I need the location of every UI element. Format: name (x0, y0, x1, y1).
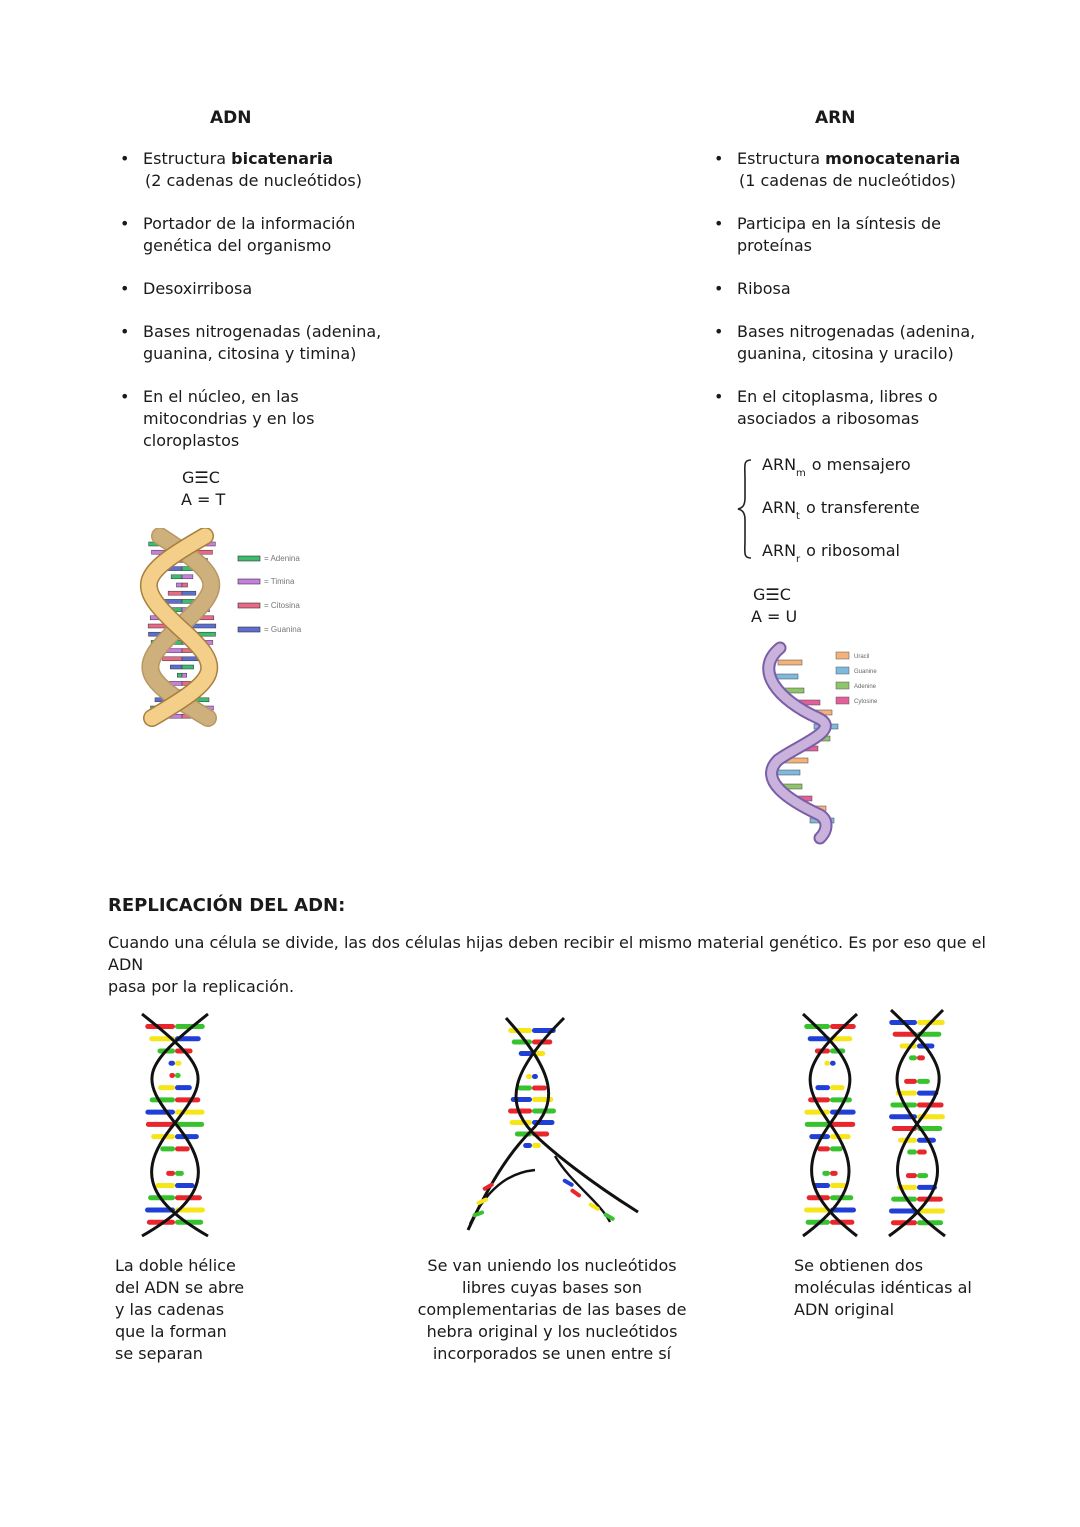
replication-base-right (532, 1074, 538, 1079)
caption-stage3: Se obtienen dos moléculas idénticas al ADN original (794, 1256, 972, 1319)
replication-base-left (808, 1097, 830, 1102)
replication-base-left (166, 1171, 175, 1176)
replication-base-right (830, 1061, 836, 1066)
replication-base-right (830, 1171, 838, 1176)
dna-base-right (182, 591, 196, 595)
replication-base-left (824, 1061, 830, 1066)
arn-bullet-location: • En el citoplasma, libres o asociados a ribosomas (710, 386, 1010, 430)
arn-type-mensajero: $ARN_m$ o mensajero (762, 455, 911, 479)
adn-bullet-list (116, 148, 416, 473)
replication-base-left (509, 1120, 532, 1125)
replication-base-left (145, 1110, 175, 1115)
legend-adenina-label: = Adenina (264, 554, 300, 563)
arn-pair-gc: G☰C (753, 585, 791, 604)
arn-title: ARN (815, 108, 856, 128)
replication-base-right (532, 1086, 547, 1091)
legend-uracil-label: Uracil (854, 654, 870, 660)
replication-stage2-dna (460, 1012, 650, 1240)
dna-base-right (182, 673, 187, 677)
replication-base-right (175, 1085, 192, 1090)
replication-base-left (909, 1055, 917, 1060)
replication-base-left (169, 1061, 175, 1066)
replication-base-right (830, 1085, 845, 1090)
replication-base-right (830, 1146, 843, 1151)
adn-title: ADN (210, 108, 252, 128)
adn-bullet-location: • En el núcleo, en las mitocondrias y en los cloroplastos (116, 386, 416, 452)
replication-base-right (830, 1122, 855, 1127)
replication-stage3-dna (795, 1006, 965, 1242)
adn-pair-at: A = T (181, 490, 226, 509)
legend-timina-label: = Timina (264, 577, 295, 586)
adn-bullet-sugar: • Desoxirribosa (116, 278, 416, 300)
replication-base-right (175, 1110, 205, 1115)
legend-cytosine-swatch (836, 697, 849, 704)
replication-base-right (532, 1097, 553, 1102)
arn-bullet-structure-bold: monocatenaria (825, 149, 961, 168)
replication-base-left (891, 1197, 917, 1202)
replication-base-right (175, 1097, 200, 1102)
adn-bullet-structure-bold: bicatenaria (231, 149, 334, 168)
arn-types-brace (736, 458, 756, 560)
caption-stage1: La doble hélice del ADN se abre y las cadenas que la forman se separan (115, 1256, 245, 1363)
dna-base-left (176, 583, 182, 587)
arn-pair-au: A = U (751, 607, 798, 626)
arn-bullet-structure: • Estructura monocatenaria (1 cadenas de nucleótidos) (710, 148, 1010, 192)
replication-base-right (175, 1061, 181, 1066)
replication-base-left (904, 1079, 917, 1084)
legend-adenine-label: Adenine (854, 684, 877, 690)
legend-adenina-swatch (238, 556, 260, 561)
replication-base-left (169, 1073, 175, 1078)
arn-type-transferente: $ARN_t$ o transferente (762, 498, 920, 522)
legend-adenine-swatch (836, 682, 849, 689)
replication-base-right (917, 1079, 930, 1084)
legend-guanina-swatch (238, 627, 260, 632)
arn-bullet-bases: • Bases nitrogenadas (adenina, guanina, citosina y uracilo) (710, 321, 1010, 365)
replication-base-right (917, 1173, 928, 1178)
replication-base-left (815, 1085, 830, 1090)
replication-base-left (907, 1150, 917, 1155)
replication-base-left (526, 1074, 532, 1079)
legend-guanina-label: = Guanina (264, 625, 302, 634)
replication-base-right (830, 1110, 856, 1115)
arn-bullet-function: • Participa en la síntesis de proteínas (710, 213, 1010, 257)
replication-base-left (523, 1143, 532, 1148)
rna-base (776, 770, 800, 775)
arn-bullet-list (710, 148, 1010, 451)
rna-strand-illustration (748, 640, 898, 845)
adn-bullet-bases: • Bases nitrogenadas (adenina, guanina, citosina y timina) (116, 321, 416, 365)
replication-title: REPLICACIÓN DEL ADN: (108, 895, 346, 916)
legend-citosina-swatch (238, 603, 260, 608)
replication-base-left (906, 1173, 917, 1178)
replication-base-right (830, 1183, 847, 1188)
replication-base-right (830, 1097, 852, 1102)
stage2-fork-base (570, 1188, 582, 1198)
dna-helix-illustration (130, 528, 320, 728)
dna-base-left (163, 657, 182, 661)
replication-base-left (150, 1097, 175, 1102)
legend-guanine-swatch (836, 667, 849, 674)
dna-base-left (177, 673, 182, 677)
replication-base-left (158, 1085, 175, 1090)
arn-bullet-sugar: • Ribosa (710, 278, 1010, 300)
replication-base-right (175, 1171, 184, 1176)
replication-base-left (517, 1086, 532, 1091)
arn-type-ribosomal: $ARN_r$ o ribosomal (762, 541, 900, 565)
caption-stage2: Se van uniendo los nucleótidos libres cuyas bases son complementarias de las bases de hebra original y los nucleótidos incorporados se unen entre sí (417, 1256, 687, 1363)
dna-base-left (168, 591, 182, 595)
dna-base-right (182, 583, 188, 587)
replication-base-right (917, 1150, 927, 1155)
replication-base-left (804, 1110, 830, 1115)
legend-citosina-label: = Citosina (264, 601, 300, 610)
adn-bullet-function: • Portador de la información genética del organismo (116, 213, 416, 257)
stage2-new-strand-left (470, 1170, 535, 1224)
replication-base-left (817, 1146, 830, 1151)
stage3-right-strand-b (889, 1010, 943, 1236)
replication-base-left (519, 1051, 532, 1056)
replication-base-left (805, 1122, 830, 1127)
legend-timina-swatch (238, 579, 260, 584)
replication-base-right (175, 1183, 194, 1188)
replication-base-right (917, 1055, 925, 1060)
replication-paragraph: Cuando una célula se divide, las dos células hijas deben recibir el mismo material genético. Es por eso que el ADN pasa por la replicación. (108, 933, 986, 996)
dna-base-left (171, 575, 182, 579)
dna-base-right (182, 575, 193, 579)
replication-base-left (511, 1097, 532, 1102)
replication-base-left (160, 1146, 175, 1151)
replication-base-right (532, 1143, 541, 1148)
replication-stage1-dna (130, 1008, 220, 1240)
replication-base-left (822, 1171, 830, 1176)
dna-base-right (182, 665, 194, 669)
rna-base (778, 660, 802, 665)
replication-base-left (889, 1208, 917, 1213)
legend-cytosine-label: Cytosine (854, 699, 878, 705)
legend-guanine-label: Guanine (854, 669, 877, 675)
replication-base-left (156, 1183, 175, 1188)
adn-pair-gc: G☰C (182, 468, 220, 487)
adn-bullet-structure: • Estructura bicatenaria (2 cadenas de nucleótidos) (116, 148, 416, 192)
replication-base-right (175, 1073, 181, 1078)
replication-base-right (175, 1146, 190, 1151)
legend-uracil-swatch (836, 652, 849, 659)
dna-base-left (170, 665, 182, 669)
